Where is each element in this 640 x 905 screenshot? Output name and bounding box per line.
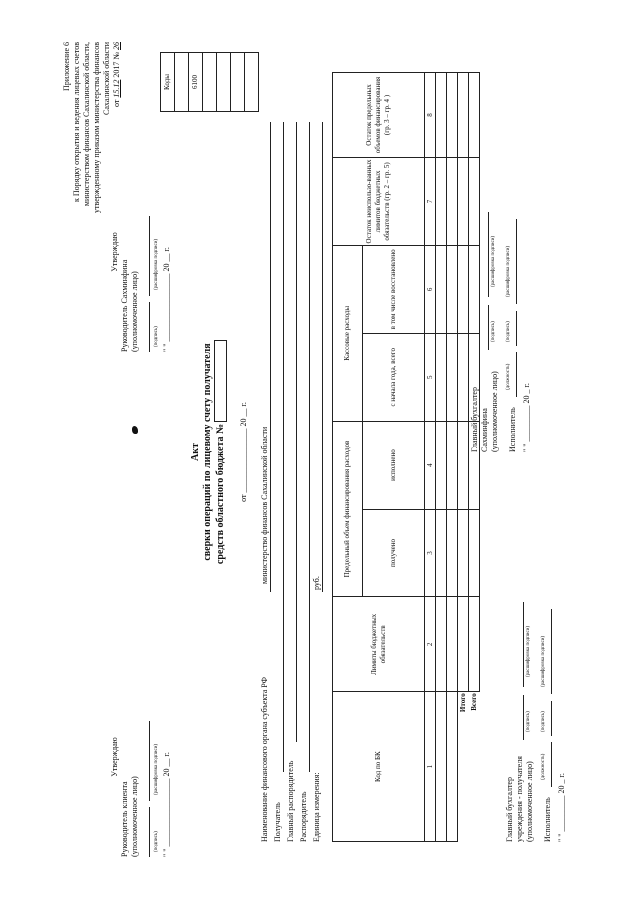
codes-value: 6100 [189, 53, 203, 112]
footer-left-pos-hint: (должность) [541, 753, 546, 780]
unit-label: Единица измерения: [312, 772, 321, 842]
col-number: 5 [425, 333, 436, 421]
fin-org-label: Наименование финансового органа субъекта РФ [260, 677, 269, 842]
footer-left-sign-hint: (подпись) [526, 711, 531, 732]
footer-left-line3: (уполномоченное лицо) [525, 761, 534, 842]
approve-right-date: " " _________________ 20 __ г. [162, 247, 171, 352]
approve-left-decode-hint: (расшифровка подписи) [154, 743, 159, 795]
appendix-line: утвержденному приказом министерства финансов [92, 42, 101, 213]
col-number: 8 [425, 73, 436, 158]
footer-right-decode-hint2: (расшифровка подписи) [506, 245, 511, 297]
col-received-header: получено [363, 509, 425, 597]
approve-left-role2: (уполномоченное лицо) [130, 776, 139, 857]
col-number: 4 [425, 421, 436, 509]
appendix-date: от 15.12 2017 № 26 [112, 42, 121, 108]
appendix-number-value: 26 [112, 42, 121, 50]
approve-left-date: " " _________________ 20 __ г. [162, 752, 171, 857]
footer-left-block [505, 562, 567, 842]
appendix-line: Сахалинской области [102, 42, 111, 116]
col-number: 6 [425, 245, 436, 333]
codes-table [160, 52, 259, 112]
footer-right-sign-hint: (подпись) [491, 321, 496, 342]
footer-left-decode-hint: (расшифровка подписи) [526, 625, 531, 677]
approve-left-block [110, 657, 172, 857]
footer-right-block [470, 172, 532, 452]
fin-org-value: министерство финансов Сахалинской области [260, 426, 269, 584]
col-number: 2 [425, 597, 436, 692]
approve-right-sign-hint: (подпись) [154, 326, 159, 347]
approve-left-sign-hint: (подпись) [154, 831, 159, 852]
approve-right-role: Руководитель Сахминфина [120, 259, 129, 352]
appendix-line: министерством финансов Сахалинской области, [82, 42, 91, 207]
footer-left-date: " " _________ 20 _ г. [557, 773, 566, 842]
col-remaining-header: Остаток предельных объемов финансирования (гр. 3 – гр. 4 ) [333, 73, 425, 158]
unit-value: руб. [312, 576, 321, 590]
document-page [40, 22, 600, 882]
appendix-date-value: 15.12 [112, 79, 121, 98]
approve-right-role2: (уполномоченное лицо) [130, 271, 139, 352]
footer-left-sign-hint2: (подпись) [541, 711, 546, 732]
fields-block [258, 122, 323, 842]
footer-right-pos-hint: (должность) [506, 363, 511, 390]
table-row-numbers [425, 73, 436, 842]
footer-right-decode-hint: (расшифровка подписи) [491, 235, 496, 287]
col-cash-total-header: с начала года, всего [363, 333, 425, 421]
col-cash-restored-header: в том числе восстановлено [363, 245, 425, 333]
col-executed-header: исполнено [363, 421, 425, 509]
act-title: Акт [190, 443, 201, 461]
footer-left-line1: Главный бухгалтер [505, 777, 514, 842]
approve-right-title: Утверждаю [110, 232, 119, 272]
main-manager-label: Главный распорядитель [286, 760, 295, 842]
approve-right-block [110, 152, 172, 352]
act-date: от ________________ 20 __ г. [239, 402, 248, 502]
row-vsego-label: Всего [469, 692, 480, 842]
approve-left-title: Утверждаю [110, 737, 119, 777]
col-number: 7 [425, 158, 436, 246]
footer-right-line3: (уполномоченное лицо) [490, 371, 499, 452]
manager-label: Распорядитель [299, 791, 308, 842]
appendix-line: Приложение 6 [62, 42, 71, 91]
col-unused-header: Остаток неиспользо-ванных лимитов бюджетных обязательств (гр. 2 – гр. 5) [333, 158, 425, 246]
reconciliation-table [332, 72, 480, 842]
table-row [447, 73, 458, 842]
footer-left-decode-hint2: (расшифровка подписи) [541, 635, 546, 687]
act-number-box [214, 340, 227, 422]
footer-right-executor: Исполнитель [508, 407, 517, 452]
act-subtitle2: средств областного бюджета № [214, 22, 227, 882]
approve-left-role: Руководитель клиента [120, 781, 129, 857]
footer-left-executor: Исполнитель [543, 797, 552, 842]
group-financing-header: Предельный объем финансирования расходов [333, 421, 363, 597]
table-row-itogo [458, 73, 469, 842]
act-subtitle: сверки операций по лицевому счету получателя [202, 343, 213, 561]
col-limits-header: Лимиты бюджетных обязательств [333, 597, 425, 692]
footer-right-line1: Главный бухгалтер [470, 387, 479, 452]
row-itogo-label: Итого [458, 692, 469, 842]
footer-right-line2: Сахминфина [480, 408, 489, 452]
col-number: 3 [425, 509, 436, 597]
footer-right-date: " " _________ 20 _ г. [522, 383, 531, 452]
footer-left-line2: учреждения - получателя [515, 756, 524, 842]
approve-right-decode-hint: (расшифровка подписи) [154, 238, 159, 290]
codes-header: Коды [161, 53, 175, 112]
act-heading [190, 22, 249, 882]
appendix-line: к Порядку открытия и ведения лицевых счетов [72, 42, 81, 203]
col-number: 1 [425, 692, 436, 842]
ink-mark [132, 426, 138, 434]
group-cash-header: Кассовые расходы [333, 245, 363, 421]
col-kbk-header: Код по БК [333, 692, 425, 842]
recipient-label: Получатель [273, 802, 282, 842]
footer-right-sign-hint2: (подпись) [506, 321, 511, 342]
table-row [436, 73, 447, 842]
